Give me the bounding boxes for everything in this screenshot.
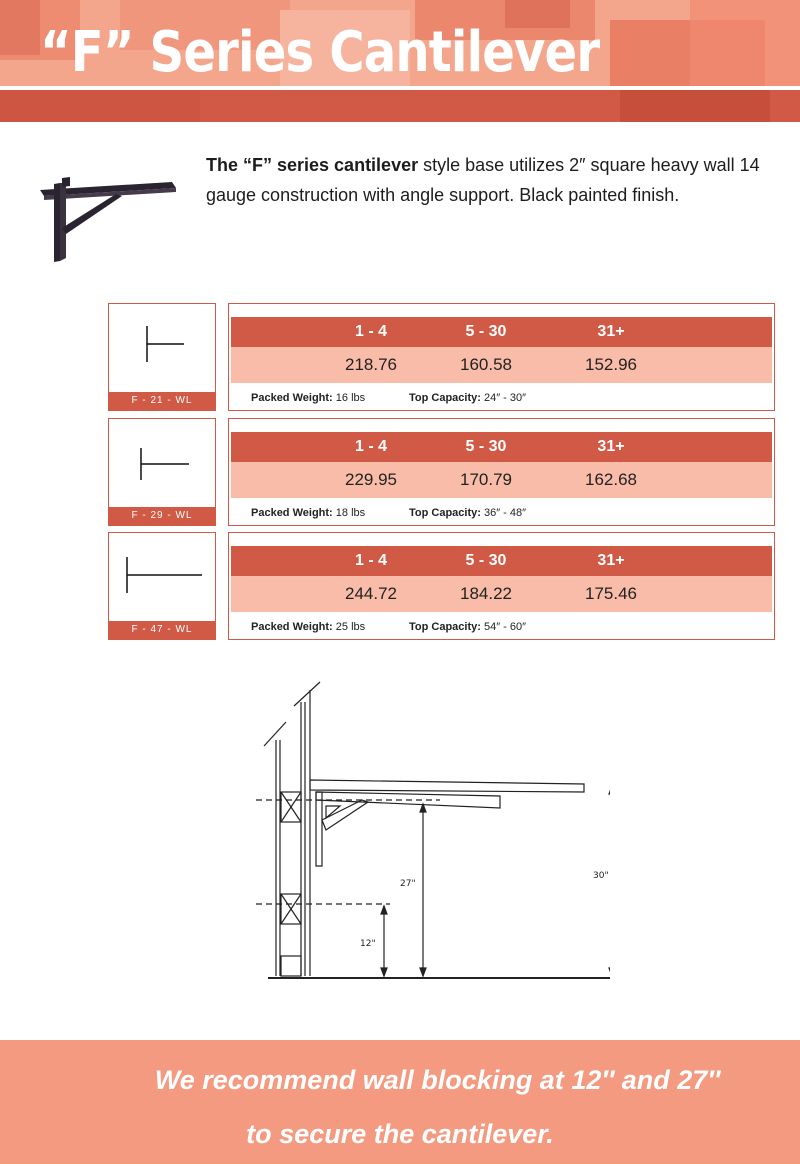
- price-cell: 160.58: [460, 355, 512, 374]
- cantilever-profile-icon: [109, 304, 215, 392]
- cantilever-profile-icon: [109, 533, 215, 621]
- qty-header: 5 - 30: [465, 552, 507, 569]
- product-icon-box: [108, 303, 216, 411]
- qty-header: 31+: [597, 552, 625, 569]
- footer-line-2: to secure the cantilever.: [246, 1119, 554, 1149]
- top-capacity: 36″ - 48″: [480, 507, 527, 519]
- price-cell: 184.22: [460, 584, 512, 603]
- price-table: [228, 532, 775, 640]
- capacity-label: Top Capacity:: [409, 507, 481, 519]
- dimension-27-label: 27": [400, 879, 416, 889]
- page-title: “F” Series Cantilever: [40, 20, 600, 85]
- product-icon-box: [108, 532, 216, 640]
- qty-header: 31+: [597, 323, 625, 340]
- price-table: [228, 303, 775, 411]
- product-specs: [251, 388, 527, 408]
- price-cell: 152.96: [585, 355, 637, 374]
- quantity-header-row: [231, 432, 772, 462]
- intro-paragraph: [206, 150, 786, 210]
- qty-header: 31+: [597, 438, 625, 455]
- dimension-30-label: 30": [593, 871, 609, 881]
- qty-header: 1 - 4: [354, 438, 387, 455]
- installation-diagram: [250, 680, 610, 990]
- price-table: [228, 418, 775, 526]
- capacity-label: Top Capacity:: [409, 392, 481, 404]
- top-capacity: 54″ - 60″: [480, 621, 527, 633]
- price-cell: 170.79: [460, 470, 512, 489]
- cantilever-profile-icon: [109, 419, 215, 507]
- price-cell: 218.76: [345, 355, 397, 374]
- top-capacity: 24″ - 30″: [480, 392, 527, 404]
- capacity-label: Top Capacity:: [409, 621, 481, 633]
- product-code: F - 47 - WL: [109, 621, 215, 639]
- intro-lead: The “F” series cantilever: [206, 155, 419, 175]
- weight-label: Packed Weight:: [251, 621, 333, 633]
- page-header: [0, 0, 800, 122]
- cantilever-bracket-photo-icon: [34, 166, 184, 266]
- price-cell: 229.95: [345, 470, 397, 489]
- qty-header: 5 - 30: [465, 323, 507, 340]
- wall-section-drawing: [250, 680, 610, 990]
- product-specs: [251, 617, 527, 637]
- product-row: [108, 532, 775, 640]
- quantity-header-row: [231, 546, 772, 576]
- product-specs: [251, 503, 527, 523]
- price-cell: 162.68: [585, 470, 637, 489]
- product-icon-box: [108, 418, 216, 526]
- price-cell: 244.72: [345, 584, 397, 603]
- product-code: F - 29 - WL: [109, 507, 215, 525]
- product-row: [108, 418, 775, 526]
- price-row: [231, 462, 772, 498]
- quantity-header-row: [231, 317, 772, 347]
- price-cell: 175.46: [585, 584, 637, 603]
- qty-header: 1 - 4: [354, 552, 387, 569]
- dimension-12-label: 12": [360, 939, 376, 949]
- price-row: [231, 347, 772, 383]
- footer-banner: [0, 1040, 800, 1164]
- qty-header: 5 - 30: [465, 438, 507, 455]
- price-row: [231, 576, 772, 612]
- weight-label: Packed Weight:: [251, 392, 333, 404]
- weight-label: Packed Weight:: [251, 507, 333, 519]
- footer-line-1: We recommend wall blocking at 12″ and 27″: [154, 1065, 721, 1095]
- packed-weight: 25 lbs: [332, 621, 366, 633]
- packed-weight: 18 lbs: [332, 507, 366, 519]
- packed-weight: 16 lbs: [332, 392, 366, 404]
- product-code: F - 21 - WL: [109, 392, 215, 410]
- product-row: [108, 303, 775, 411]
- qty-header: 1 - 4: [354, 323, 387, 340]
- intro-body: style base utilizes 2″ square heavy wall 14 gauge construction with angle support. Black painted finish.: [206, 155, 760, 205]
